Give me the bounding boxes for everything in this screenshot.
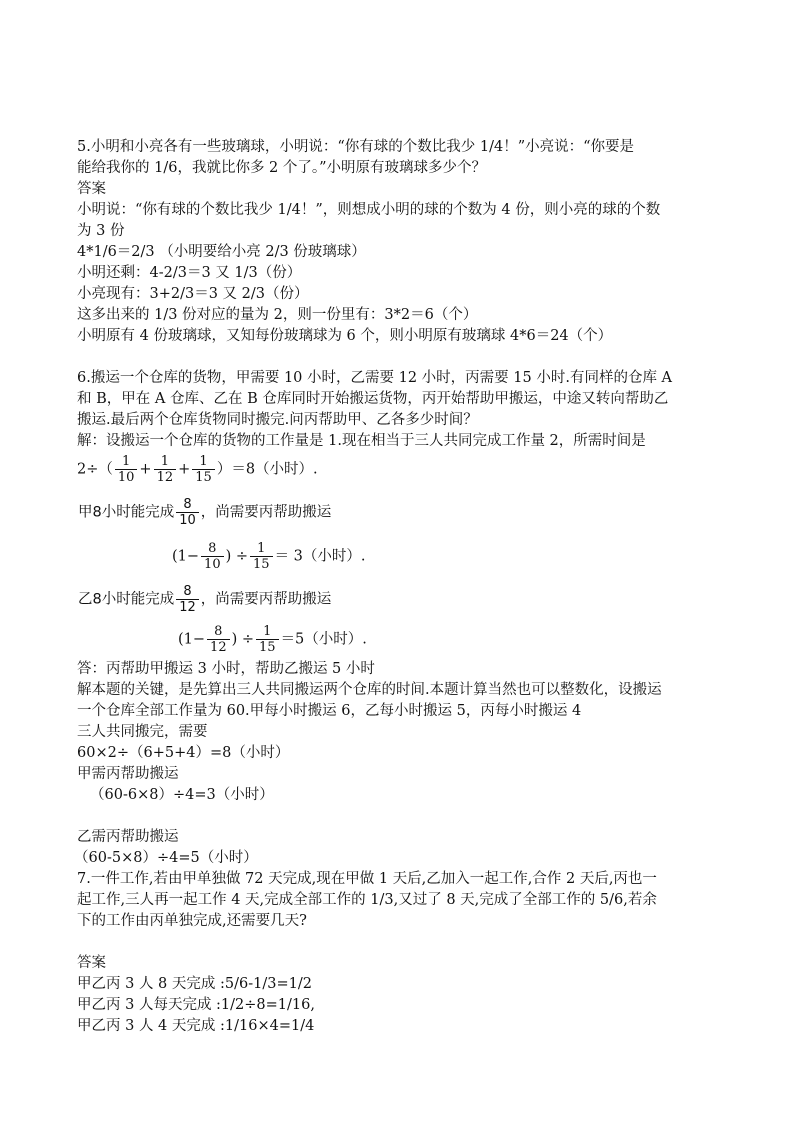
q6-jia-line — [78, 497, 331, 528]
q6-key-line-3: 三人共同搬完，需要 — [77, 724, 208, 740]
q7-answer-line-1: 甲乙丙 3 人 8 天完成 :5/6-1/3=1/2 — [77, 976, 312, 992]
formula-suffix: ＝ 3（小时）. — [274, 548, 366, 565]
formula-mid: ) ÷ — [225, 548, 249, 565]
formula-prefix: 2÷（ — [77, 461, 113, 478]
formula-suffix: ＝5（小时）. — [280, 631, 367, 648]
fraction — [250, 541, 273, 572]
q6-key-line-2: 一个仓库全部工作量为 60.甲每小时搬运 6，乙每小时搬运 5，丙每小时搬运 4 — [77, 703, 582, 719]
denominator: 12 — [176, 599, 199, 615]
q5-line-1: 5.小明和小亮各有一些玻璃球，小明说：“你有球的个数比我少 1/4！”小亮说：“你要是 — [77, 139, 635, 155]
denominator: 10 — [115, 469, 138, 485]
numerator: 1 — [199, 454, 208, 469]
denominator: 10 — [176, 512, 199, 528]
q6-solution-intro: 解：设搬运一个仓库的货物的工作量是 1.现在相当于三人共同完成工作量 2，所需时间是 — [77, 433, 646, 449]
yi-prefix: 乙8小时能完成 — [78, 591, 175, 608]
q6-key-line-5: 甲需丙帮助搬运 — [77, 766, 179, 782]
q7-answer-line-2: 甲乙丙 3 人每天完成 :1/2÷8=1/16, — [77, 997, 315, 1013]
q7-answer-line-3: 甲乙丙 3 人 4 天完成 :1/16×4=1/4 — [77, 1018, 315, 1034]
q5-answer-label: 答案 — [77, 181, 106, 197]
formula-prefix: (1− — [178, 631, 206, 648]
jia-suffix: ，尚需要丙帮助搬运 — [200, 504, 332, 521]
fraction — [176, 497, 199, 528]
q5-answer-line-1: 小明说：“你有球的个数比我少 1/4！”，则想成小明的球的个数为 4 份，则小亮的球的个数 — [77, 202, 661, 218]
q5-answer-line-3: 4*1/6＝2/3 （小明要给小亮 2/3 份玻璃球） — [77, 244, 366, 260]
q5-answer-line-4: 小明还剩：4-2/3＝3 又 1/3（份） — [77, 265, 302, 281]
q5-answer-line-5: 小亮现有：3+2/3＝3 又 2/3（份） — [77, 286, 309, 302]
fraction — [176, 584, 199, 615]
q6-yi-line — [78, 584, 331, 615]
fraction — [192, 454, 215, 485]
q7-line-2: 起工作,三人再一起工作 4 天,完成全部工作的 1/3,又过了 8 天,完成了全部工作的 5/6,若余 — [77, 892, 657, 908]
fraction — [256, 624, 279, 655]
q6-answer: 答：丙帮助甲搬运 3 小时，帮助乙搬运 5 小时 — [77, 661, 375, 677]
q6-key-line-6: （60-6×8）÷4=3（小时） — [90, 787, 274, 803]
yi-suffix: ，尚需要丙帮助搬运 — [200, 591, 332, 608]
q6-key-line-7: 乙需丙帮助搬运 — [77, 829, 179, 845]
q5-answer-line-6: 这多出来的 1/3 份对应的量为 2，则一份里有：3*2＝6（个） — [77, 307, 478, 323]
denominator: 12 — [207, 639, 230, 655]
q7-answer-label: 答案 — [77, 955, 106, 971]
q6-line-2: 和 B，甲在 A 仓库、乙在 B 仓库同时开始搬运货物，丙开始帮助甲搬运，中途又转向帮助乙 — [77, 391, 669, 407]
fraction — [154, 454, 177, 485]
q7-line-3: 下的工作由丙单独完成,还需要几天? — [77, 913, 307, 929]
numerator: 8 — [183, 584, 192, 599]
numerator: 8 — [183, 497, 192, 512]
q5-answer-line-2: 为 3 份 — [77, 223, 125, 239]
denominator: 15 — [192, 469, 215, 485]
plus-sign: + — [178, 461, 191, 478]
q5-line-2: 能给我你的 1/6，我就比你多 2 个了。”小明原有玻璃球多少个？ — [77, 160, 487, 176]
fraction — [115, 454, 138, 485]
numerator: 8 — [208, 541, 217, 556]
q6-key-line-8: （60-5×8）÷4=5（小时） — [74, 850, 258, 866]
fraction — [201, 541, 224, 572]
numerator: 1 — [257, 541, 266, 556]
numerator: 1 — [122, 454, 131, 469]
q7-line-1: 7.一件工作,若由甲单独做 72 天完成,现在甲做 1 天后,乙加入一起工作,合作 2 天后,丙也一 — [77, 871, 657, 887]
q6-formula-jia-help — [172, 541, 366, 572]
q6-line-1: 6.搬运一个仓库的货物，甲需要 10 小时，乙需要 12 小时，丙需要 15 小时.有同样的仓库 A — [77, 370, 673, 386]
numerator: 8 — [214, 624, 223, 639]
jia-prefix: 甲8小时能完成 — [78, 504, 175, 521]
q6-key-line-4: 60×2÷（6+5+4）=8（小时） — [77, 745, 290, 761]
denominator: 10 — [201, 556, 224, 572]
numerator: 1 — [160, 454, 169, 469]
plus-sign: + — [139, 461, 152, 478]
formula-suffix: ）＝8（小时）. — [216, 461, 318, 478]
q6-line-3: 搬运.最后两个仓库货物同时搬完.问丙帮助甲、乙各多少时间？ — [77, 412, 478, 428]
q6-key-line-1: 解本题的关键，是先算出三人共同搬运两个仓库的时间.本题计算当然也可以整数化，设搬运 — [77, 682, 662, 698]
denominator: 15 — [250, 556, 273, 572]
q5-answer-line-7: 小明原有 4 份玻璃球，又知每份玻璃球为 6 个，则小明原有玻璃球 4*6＝24（个） — [77, 328, 613, 344]
formula-prefix: (1− — [172, 548, 200, 565]
q6-formula-yi-help — [178, 624, 367, 655]
numerator: 1 — [263, 624, 272, 639]
denominator: 15 — [256, 639, 279, 655]
fraction — [207, 624, 230, 655]
formula-mid: ) ÷ — [231, 631, 255, 648]
denominator: 12 — [154, 469, 177, 485]
q6-formula-total-time — [77, 454, 318, 485]
